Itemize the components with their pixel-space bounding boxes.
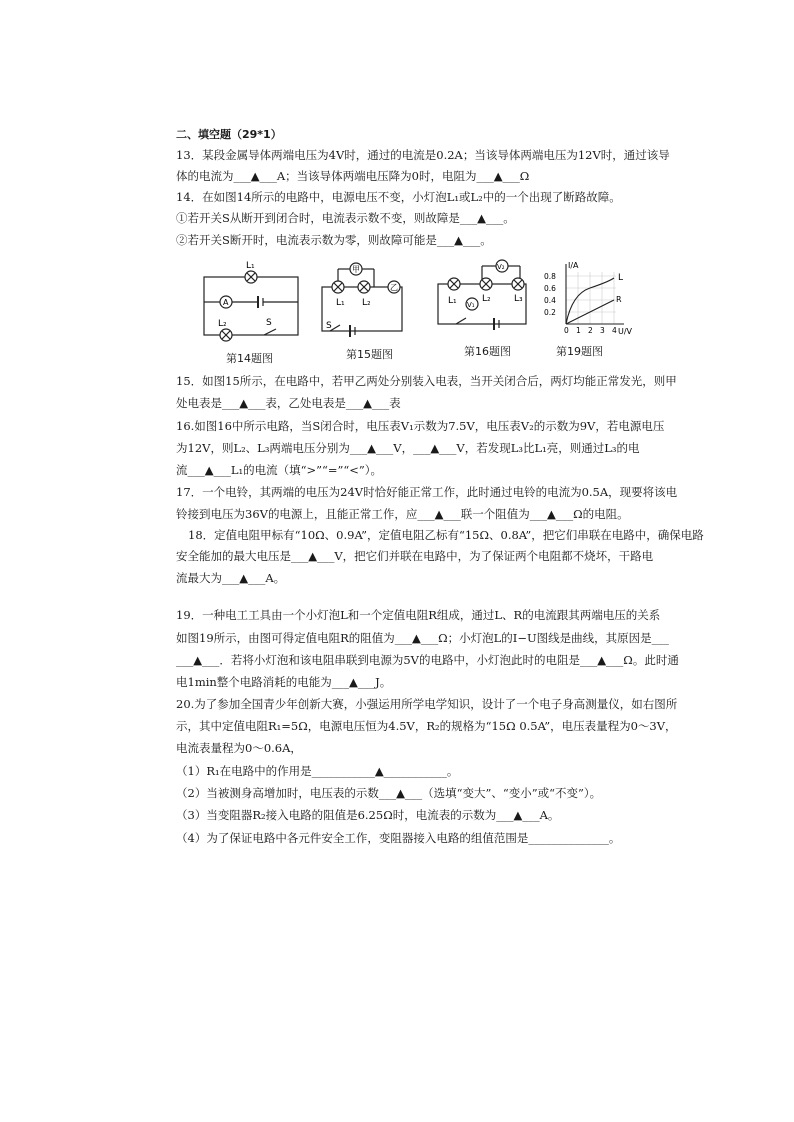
- q18-line1: 18．定值电阻甲标有“10Ω、0.9A”，定值电阻乙标有“15Ω、0.8A”，把它们串联在电路中，确保电路: [188, 528, 704, 542]
- q20-line1: 20.为了参加全国青少年创新大赛，小强运用所学电学知识，设计了一个电子身高测量仪，如右图所: [176, 697, 678, 711]
- q20-line2: 示，其中定值电阻R₁=5Ω，电源电压恒为4.5V，R₂的规格为“15Ω 0.5A”，电压表量程为0～3V，: [176, 719, 677, 733]
- q14-line1: 14．在如图14所示的电路中，电源电压不变，小灯泡L₁或L₂中的一个出现了断路故障。: [176, 190, 621, 204]
- fig16-label-v2: V₂: [497, 263, 505, 271]
- fig14-label-l2: L₂: [218, 319, 227, 329]
- q13-line2: 体的电流为___▲___A；当该导体两端电压降为0时，电阻为___▲___Ω: [176, 169, 530, 183]
- q20-sub1: （1）R₁在电路中的作用是___________▲___________。: [176, 764, 459, 778]
- fig19-xtick-4: 4: [612, 326, 617, 335]
- q20-sub2: （2）当被测身高增加时，电压表的示数___▲___（选填“变大”、“变小”或“不变”）。: [176, 786, 602, 800]
- fig19-xlabel: U/V: [618, 327, 633, 336]
- q18-line2: 安全能加的最大电压是___▲___V，把它们并联在电路中，为了保证两个电阻都不烧坏，干路电: [176, 549, 654, 563]
- fig16-label-l1: L₁: [448, 296, 457, 306]
- fig16-label-l2: L₂: [482, 294, 491, 304]
- q20-line3: 电流表量程为0～0.6A，: [176, 741, 302, 755]
- fig19-ytick-0.2: 0.2: [544, 308, 556, 317]
- fig15-label-yi: 乙: [390, 283, 398, 292]
- fig16-label-v1: V₁: [467, 301, 475, 309]
- figure-15-caption: 第15题图: [346, 348, 393, 361]
- fig19-xtick-3: 3: [600, 326, 605, 335]
- figure-16-circuit: [434, 252, 534, 337]
- fig14-label-s: S: [266, 318, 272, 328]
- fig19-ytick-0.6: 0.6: [544, 284, 556, 293]
- fig19-xtick-2: 2: [588, 326, 593, 335]
- q16-line1: 16.如图16中所示电路，当S闭合时，电压表V₁示数为7.5V，电压表V₂的示数为9V，若电源电压: [176, 419, 665, 433]
- figure-19-caption: 第19题图: [556, 345, 603, 358]
- fig16-label-l3: L₃: [514, 294, 523, 304]
- q19-line1: 19．一种电工工具由一个小灯泡L和一个定值电阻R组成，通过L、R的电流跟其两端电压的关系: [176, 608, 661, 622]
- fig15-label-jia: 甲: [352, 265, 360, 274]
- q16-line2: 为12V，则L₂、L₃两端电压分别为___▲___V，___▲___V，若发现L₃比L₁亮，则通过L₃的电: [176, 441, 640, 455]
- q19-line4: 电1min整个电路消耗的电能为___▲___J。: [176, 675, 392, 689]
- fig19-ytick-0.4: 0.4: [544, 296, 556, 305]
- fig14-label-l1: L₁: [246, 261, 255, 271]
- figure-16-caption: 第16题图: [464, 345, 511, 358]
- q19-line2: 如图19所示，由图可得定值电阻R的阻值为___▲___Ω；小灯泡L的I−U图线是曲线，其原因是___: [176, 631, 669, 645]
- fig19-line-r: R: [616, 295, 622, 304]
- fig19-xtick-1: 1: [576, 326, 581, 335]
- q17-line2: 铃接到电压为36V的电源上，且能正常工作，应___▲___联一个阻值为___▲___Ω的电阻。: [176, 507, 629, 521]
- fig19-ylabel: I/A: [568, 261, 579, 270]
- q20-sub3: （3）当变阻器R₂接入电路的阻值是6.25Ω时，电流表的示数为___▲___A。: [176, 808, 560, 822]
- q18-line3: 流最大为___▲___A。: [176, 571, 286, 585]
- q16-line3: 流___▲___L₁的电流（填“>”“=”“<”）。: [176, 463, 383, 477]
- fig15-label-s: S: [326, 321, 332, 331]
- section-title: 二、填空题（29*1）: [176, 128, 282, 141]
- q19-line3: ___▲___．若将小灯泡和该电阻串联到电源为5V的电路中，小灯泡此时的电阻是___▲___Ω。此时通: [176, 653, 679, 667]
- q14-part1: ①若开关S从断开到闭合时，电流表示数不变，则故障是___▲___。: [176, 211, 515, 225]
- fig15-label-l1: L₁: [336, 298, 345, 308]
- figure-19-graph: [538, 258, 638, 338]
- q15-line1: 15．如图15所示，在电路中，若甲乙两处分别装入电表，当开关闭合后，两灯均能正常发光，则甲: [176, 374, 677, 388]
- figure-15-circuit: [316, 255, 416, 340]
- fig19-curve-l: L: [618, 273, 624, 283]
- q15-line2: 处电表是___▲___表，乙处电表是___▲___表: [176, 396, 401, 410]
- q14-part2: ②若开关S断开时，电流表示数为零，则故障可能是___▲___。: [176, 233, 492, 247]
- fig19-ytick-0.8: 0.8: [544, 272, 556, 281]
- q20-sub4: （4）为了保证电路中各元件安全工作，变阻器接入电路的组值范围是______________。: [176, 831, 621, 845]
- figure-14-circuit: [196, 255, 306, 345]
- fig19-xtick-0: 0: [564, 326, 569, 335]
- fig14-label-a: A: [223, 298, 229, 307]
- q17-line1: 17．一个电铃，其两端的电压为24V时恰好能正常工作，此时通过电铃的电流为0.5A，现要将该电: [176, 485, 678, 499]
- fig15-label-l2: L₂: [362, 298, 371, 308]
- figure-14-caption: 第14题图: [226, 352, 273, 365]
- q13-line1: 13．某段金属导体两端电压为4V时，通过的电流是0.2A；当该导体两端电压为12V时，通过该导: [176, 148, 670, 162]
